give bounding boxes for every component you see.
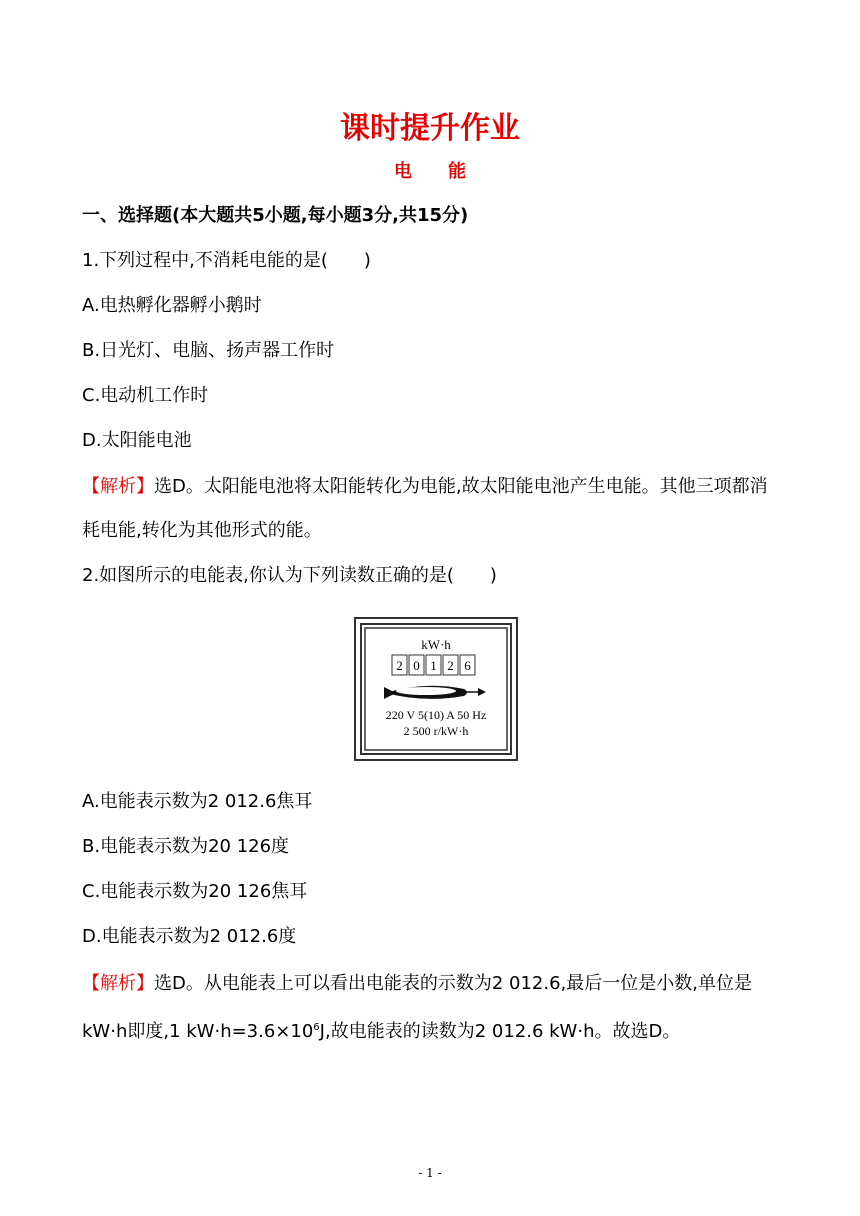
q1-analysis-tag: 【解析】 xyxy=(82,476,154,497)
meter-digit-2: 0 xyxy=(413,658,420,673)
q2-option-d: D.电能表示数为2 012.6度 xyxy=(82,926,297,947)
section-heading: 一、选择题(本大题共5小题,每小题3分,共15分) xyxy=(82,205,469,226)
meter-unit: kW·h xyxy=(421,637,451,652)
meter-digit-3: 1 xyxy=(430,658,437,673)
q1-option-c: C.电动机工作时 xyxy=(82,385,209,406)
meter-spec-line-2: 2 500 r/kW·h xyxy=(403,724,469,738)
q1-analysis xyxy=(82,465,782,553)
q1-option-d: D.太阳能电池 xyxy=(82,430,192,451)
q2-option-b: B.电能表示数为20 126度 xyxy=(82,836,290,857)
q1-option-b: B.日光灯、电脑、扬声器工作时 xyxy=(82,340,335,361)
q1-stem: 1.下列过程中,不消耗电能的是( ) xyxy=(82,250,371,271)
electric-meter-figure xyxy=(354,617,518,761)
q2-analysis-tag: 【解析】 xyxy=(82,973,154,994)
q1-option-a: A.电热孵化器孵小鹅时 xyxy=(82,295,262,316)
q2-option-a: A.电能表示数为2 012.6焦耳 xyxy=(82,791,313,812)
meter-spec-line-1: 220 V 5(10) A 50 Hz xyxy=(385,708,487,722)
q2-stem: 2.如图所示的电能表,你认为下列读数正确的是( ) xyxy=(82,565,497,586)
q1-analysis-text: 选D。太阳能电池将太阳能转化为电能,故太阳能电池产生电能。其他三项都消耗电能,转化为其他形式的能。 xyxy=(82,476,768,541)
meter-digit-boxes xyxy=(392,655,475,675)
page-number: - 1 - xyxy=(418,1166,442,1180)
q2-analysis-text-2: J,故电能表的读数为2 012.6 kW·h。故选D。 xyxy=(319,1021,681,1042)
meter-digit-4: 2 xyxy=(447,658,454,673)
meter-digit-1: 2 xyxy=(396,658,403,673)
q2-analysis-text-1: 选D。从电能表上可以看出电能表的示数为2 012.6,最后一位是小数,单位是kW·h即度,1 kW·h=3.6×10 xyxy=(82,973,753,1042)
q2-analysis-superscript: 6 xyxy=(313,1022,320,1033)
subtitle-char-1: 电 xyxy=(394,161,412,182)
q2-option-c: C.电能表示数为20 126焦耳 xyxy=(82,881,308,902)
page-subtitle xyxy=(0,157,860,183)
meter-digit-5: 6 xyxy=(464,658,471,673)
page-title: 课时提升作业 xyxy=(340,111,520,146)
q2-analysis xyxy=(82,962,782,1054)
subtitle-char-2: 能 xyxy=(448,161,466,182)
